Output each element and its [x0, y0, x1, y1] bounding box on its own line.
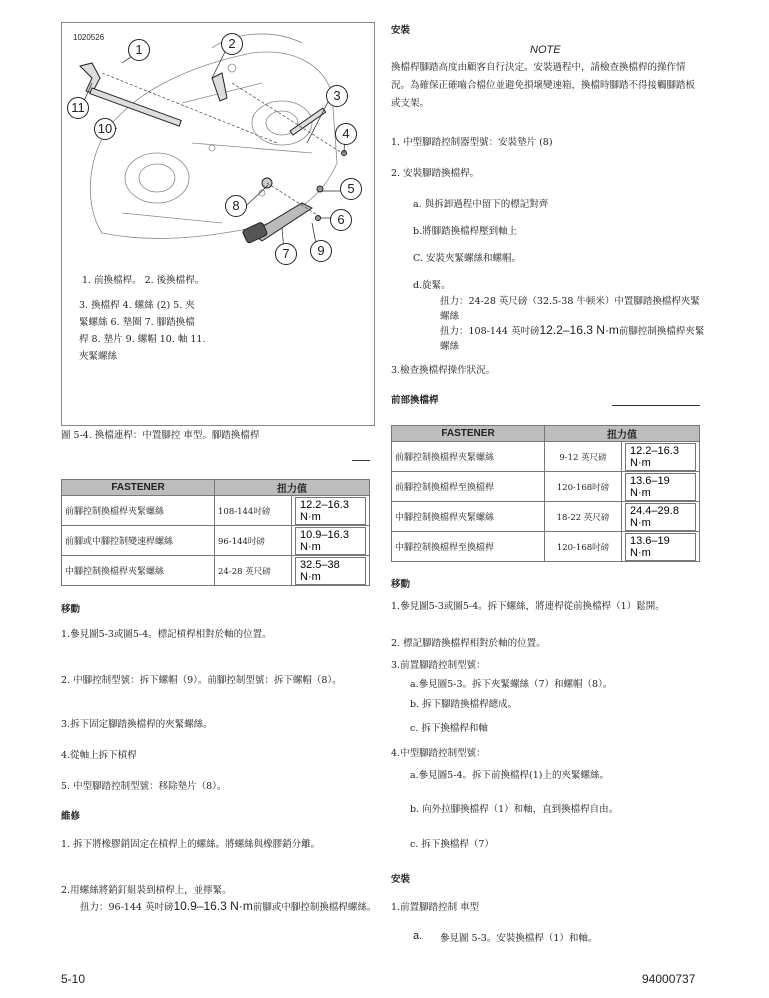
figure-legend-line: 1. 前換檔桿。 2. 後換檔桿。: [82, 275, 205, 286]
torque-imperial: 120-168吋磅: [545, 532, 622, 562]
fastener-name: 前腳控制換檔桿夾緊螺絲: [392, 442, 545, 472]
page-number: 5-10: [61, 972, 86, 986]
fastener-name: 中腳控制換檔桿至換檔桿: [392, 532, 545, 562]
torque-imperial: 108-144吋磅: [215, 496, 292, 526]
step-text: 3.前置腳踏控制型號：: [391, 660, 486, 671]
step-text: 1.參見圖5-3或圖5-4。標記槓桿相對於軸的位置。: [61, 629, 272, 640]
table-row: [392, 442, 700, 472]
step-text: b. 向外拉腳換檔桿（1）和軸，直到換檔桿自由。: [410, 804, 619, 815]
step-text: 2. 中腳控制型號：拆下螺帽（9）。前腳控制型號：拆下螺帽（8）。: [61, 675, 342, 686]
figure-legend-line: 緊螺絲 6. 墊圈 7. 腳踏換檔: [79, 317, 195, 328]
table-row: [392, 532, 700, 562]
table-header: FASTENER: [392, 426, 545, 442]
step-text: 參見圖 5-3。安裝換檔桿（1）和軸。: [440, 933, 598, 944]
figure-id: 1020526: [73, 33, 105, 42]
callout-1: 1: [128, 39, 150, 61]
step-text: 2. 標記腳踏換檔桿相對於軸的位置。: [391, 638, 546, 649]
table-header: 扭力值: [215, 480, 370, 496]
section-heading: 移動: [391, 579, 411, 590]
torque-metric: 24.4–29.8 N·m: [622, 502, 700, 532]
table-row: [62, 556, 370, 586]
divider: [352, 460, 370, 461]
figure-legend-line: 3. 換檔桿 4. 螺絲 (2) 5. 夾: [79, 300, 195, 311]
step-text: 1. 中型腳踏控制器型號：安裝墊片 (8): [391, 137, 553, 148]
step-text: b.將腳踏換檔桿壓到軸上: [413, 226, 518, 237]
section-heading: 安裝: [391, 874, 411, 885]
torque-metric: 32.5–38 N·m: [292, 556, 370, 586]
callout-11: 11: [67, 97, 89, 119]
section-heading: 前部換檔桿: [391, 395, 439, 406]
torque-imperial: 96-144吋磅: [215, 526, 292, 556]
fastener-name: 前腳控制換檔桿夾緊螺絲: [62, 496, 215, 526]
step-text: b. 拆下腳踏換檔桿總成。: [410, 699, 518, 710]
fastener-name: 前腳控制換檔桿至換檔桿: [392, 472, 545, 502]
table-header: FASTENER: [62, 480, 215, 496]
note-title: NOTE: [530, 44, 561, 56]
section-heading: 安裝: [391, 25, 411, 36]
torque-metric: 13.6–19 N·m: [622, 532, 700, 562]
torque-metric: 10.9–16.3 N·m: [292, 526, 370, 556]
fastener-name: 中腳控制換檔桿夾緊螺絲: [62, 556, 215, 586]
figure-caption: 圖 5-4. 換檔連桿：中置腳控 車型。腳踏換檔桿: [61, 430, 260, 441]
fastener-name: 中腳控制換檔桿夾緊螺絲: [392, 502, 545, 532]
step-text: 5. 中型腳踏控制型號：移除墊片（8）。: [61, 781, 227, 792]
step-text: c. 拆下換檔桿（7）: [410, 839, 494, 850]
callout-8: 8: [225, 195, 247, 217]
torque-spec: 扭力：96-144 英吋磅10.9–16.3 N·m前腳或中腳控制換檔桿螺絲。: [80, 899, 377, 913]
callout-2: 2: [221, 33, 243, 55]
torque-metric: 12.2–16.3 N·m: [292, 496, 370, 526]
table-row: [62, 526, 370, 556]
step-text: C. 安裝夾緊螺絲和螺帽。: [413, 253, 521, 264]
fastener-name: 前腳或中腳控制變速桿螺絲: [62, 526, 215, 556]
step-label: a.: [413, 930, 423, 942]
figure-5-4: [61, 22, 375, 426]
document-number: 94000737: [642, 972, 696, 986]
torque-imperial: 120-168吋磅: [545, 472, 622, 502]
table-row: [62, 496, 370, 526]
callout-4: 4: [335, 123, 357, 145]
step-text: d.旋緊。: [413, 280, 451, 291]
figure-legend-line: 夾緊螺絲: [79, 351, 118, 362]
callout-6: 6: [330, 209, 352, 231]
torque-imperial: 9-12 英尺磅: [545, 442, 622, 472]
callout-9: 9: [310, 240, 332, 262]
step-text: 2. 安裝腳踏換檔桿。: [391, 168, 480, 179]
torque-spec: 扭力：24-28 英尺磅（32.5-38 牛顿米）中置腳踏換檔桿夾緊螺絲: [440, 296, 700, 322]
callout-3: 3: [326, 85, 348, 107]
callout-10: 10: [94, 118, 116, 140]
step-text: 4.從軸上拆下槓桿: [61, 750, 137, 761]
step-text: a.參見圖5-3。拆下夾緊螺絲（7）和螺帽（8）。: [410, 679, 613, 690]
table-row: [392, 502, 700, 532]
step-text: 2.用螺絲將銷釘組裝到槓桿上，並擰緊。: [61, 885, 232, 896]
step-text: 1. 拆下將橡膠銷固定在槓桿上的螺絲。將螺絲與橡膠銷分離。: [61, 839, 321, 850]
torque-table-left: [61, 479, 370, 586]
step-text: a. 與拆卸過程中留下的標記對齊: [413, 199, 549, 210]
torque-table-right: [391, 425, 700, 562]
torque-spec: 扭力：108-144 英吋磅12.2–16.3 N·m前腳控制換檔桿夾緊螺絲: [440, 323, 705, 352]
step-text: c. 拆下換檔桿和軸: [410, 723, 488, 734]
torque-metric: 13.6–19 N·m: [622, 472, 700, 502]
torque-imperial: 18-22 英尺磅: [545, 502, 622, 532]
torque-metric: 12.2–16.3 N·m: [622, 442, 700, 472]
divider: [612, 405, 700, 406]
step-text: 3.檢查換檔桿操作狀況。: [391, 365, 496, 376]
step-text: 1.前置腳踏控制 車型: [391, 902, 480, 913]
callout-5: 5: [340, 178, 362, 200]
step-text: 1.參見圖5-3或圖5-4。拆下螺絲，將連桿從前換檔桿（1）鬆開。: [391, 601, 665, 612]
table-row: [392, 472, 700, 502]
step-text: a.參見圖5-4。拆下前換檔桿(1)上的夾緊螺絲。: [410, 770, 609, 781]
step-text: 3.拆下固定腳踏換檔桿的夾緊螺絲。: [61, 719, 213, 730]
figure-legend-line: 桿 8. 墊片 9. 螺帽 10. 軸 11.: [79, 334, 206, 345]
section-heading: 移動: [61, 604, 81, 615]
callout-7: 7: [275, 243, 297, 265]
note-text: 換檔桿腳踏高度由顧客自行決定。安裝過程中，請檢查換檔桿的操作情況。為確保正確嚙合檔位並避免損壞變速箱，換檔時腳踏不得接觸腳踏板或支架。: [391, 62, 696, 109]
step-text: 4.中型腳踏控制型號：: [391, 748, 486, 759]
torque-imperial: 24-28 英尺磅: [215, 556, 292, 586]
table-header: 扭力值: [545, 426, 700, 442]
section-heading: 維修: [61, 811, 81, 822]
